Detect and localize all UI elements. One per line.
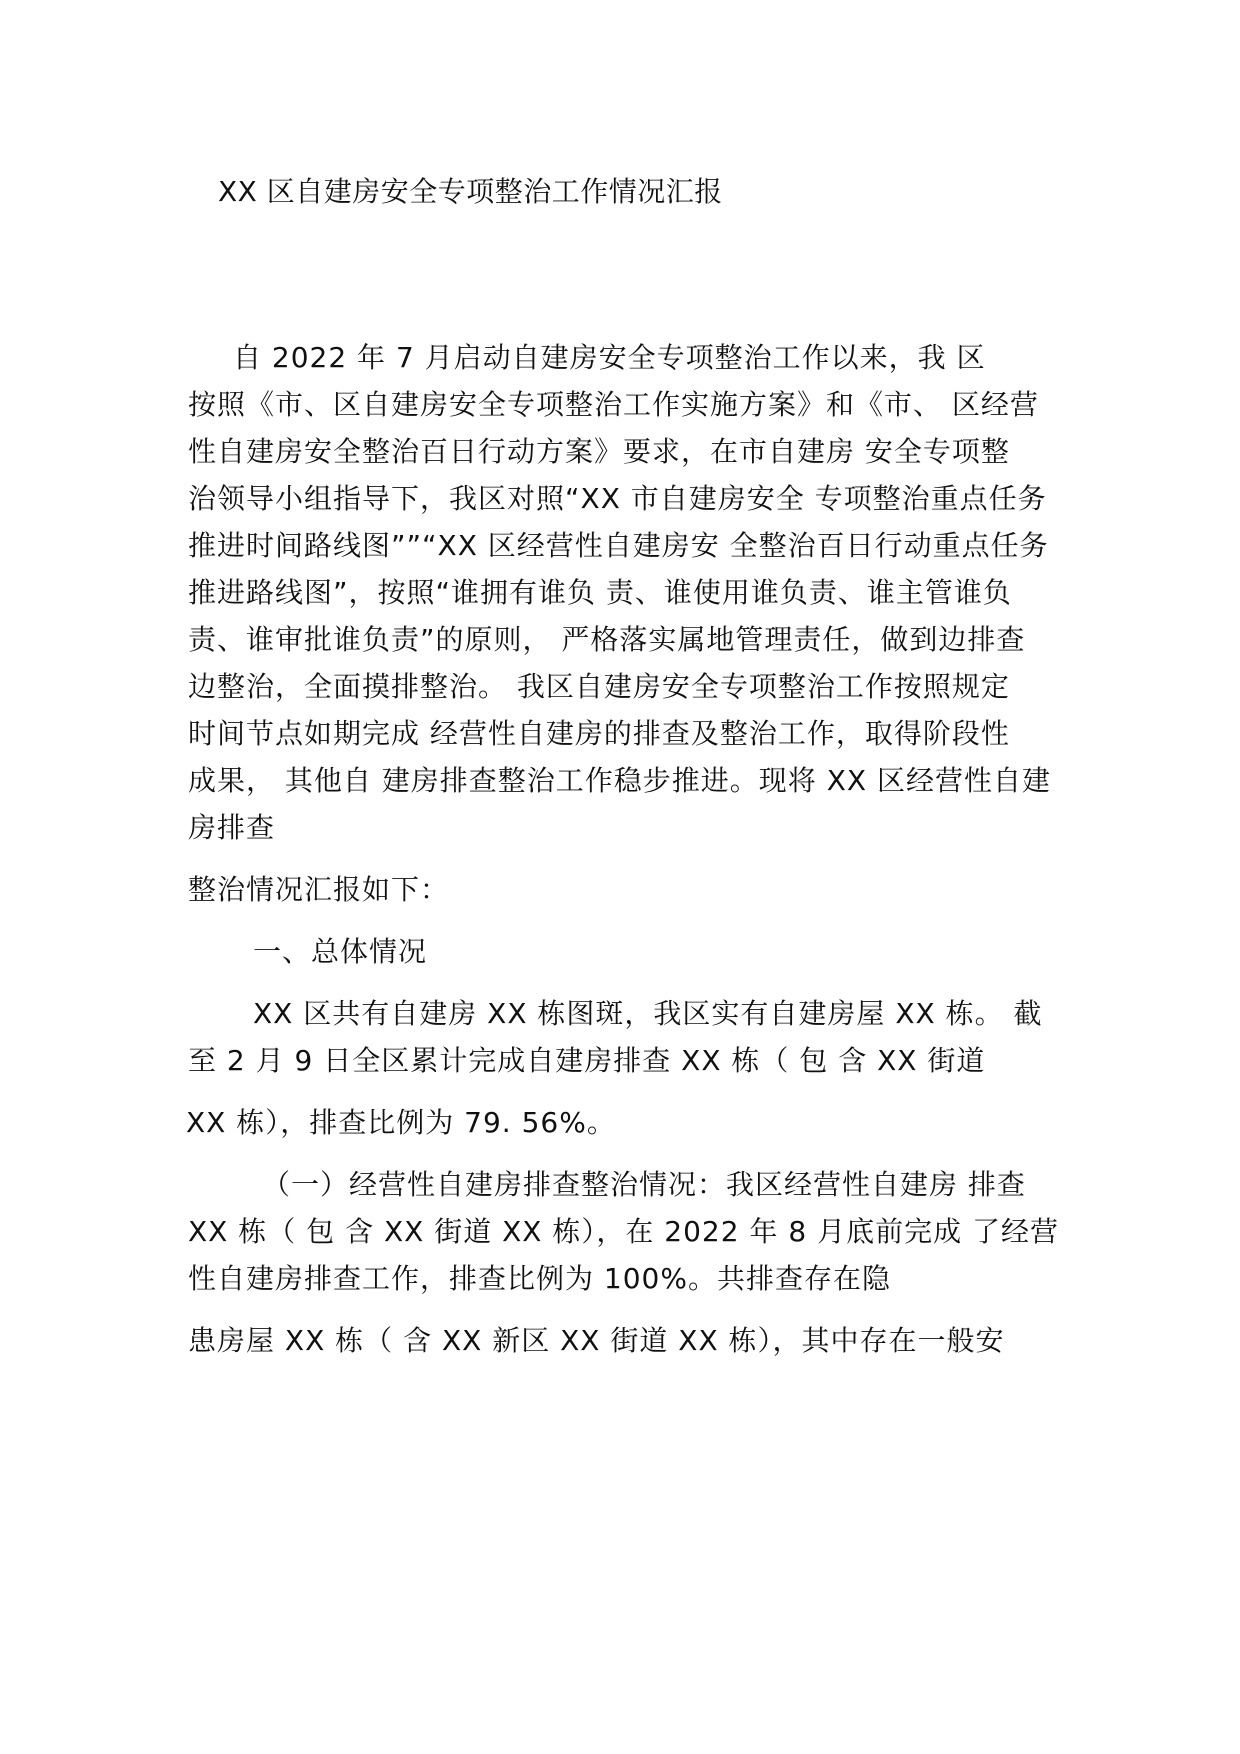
- paragraph-line: 整治情况汇报如下：: [188, 873, 450, 906]
- paragraph-line: 自 2022 年 7 月启动自建房安全专项整治工作以来，我 区: [233, 341, 986, 374]
- paragraph-line: 房排查: [188, 811, 276, 844]
- paragraph-line: 推进时间路线图””“XX 区经营性自建房安 全整治百日行动重点任务: [188, 529, 1049, 562]
- paragraph-line: XX 区共有自建房 XX 栋图斑，我区实有自建房屋 XX 栋。 截: [253, 997, 1043, 1030]
- paragraph-line: 成果， 其他自 建房排查整治工作稳步推进。现将 XX 区经营性自建: [188, 764, 1051, 797]
- paragraph-line: 按照《市、区自建房安全专项整治工作实施方案》和《市、 区经营: [188, 388, 1039, 421]
- paragraph-line: 治领导小组指导下，我区对照“XX 市自建房安全 专项整治重点任务: [188, 482, 1047, 515]
- paragraph-line: 至 2 月 9 日全区累计完成自建房排查 XX 栋（ 包 含 XX 街道: [188, 1044, 986, 1077]
- paragraph-line: 性自建房安全整治百日行动方案》要求，在市自建房 安全专项整: [188, 435, 1010, 468]
- paragraph-line: 推进路线图”，按照“谁拥有谁负 责、谁使用谁负责、谁主管谁负: [188, 576, 1012, 609]
- paragraph-line: 边整治，全面摸排整治。 我区自建房安全专项整治工作按照规定: [188, 670, 1010, 703]
- paragraph-line: 责、谁审批谁负责”的原则， 严格落实属地管理责任，做到边排查: [188, 623, 1026, 656]
- paragraph-line: 时间节点如期完成 经营性自建房的排查及整治工作，取得阶段性: [188, 717, 1010, 750]
- document-title: XX 区自建房安全专项整治工作情况汇报: [218, 175, 723, 208]
- section-heading: 一、总体情况: [253, 935, 428, 968]
- paragraph-line: 性自建房排查工作，排查比例为 100%。共排查存在隐: [188, 1262, 891, 1295]
- paragraph-line: XX 栋（ 包 含 XX 街道 XX 栋），在 2022 年 8 月底前完成 了经营: [188, 1215, 1059, 1248]
- paragraph-line: （一）经营性自建房排查整治情况：我区经营性自建房 排查: [262, 1168, 1026, 1201]
- paragraph-line: 患房屋 XX 栋（ 含 XX 新区 XX 街道 XX 栋），其中存在一般安: [188, 1324, 1005, 1357]
- paragraph-line: XX 栋），排查比例为 79. 56%。: [186, 1106, 616, 1139]
